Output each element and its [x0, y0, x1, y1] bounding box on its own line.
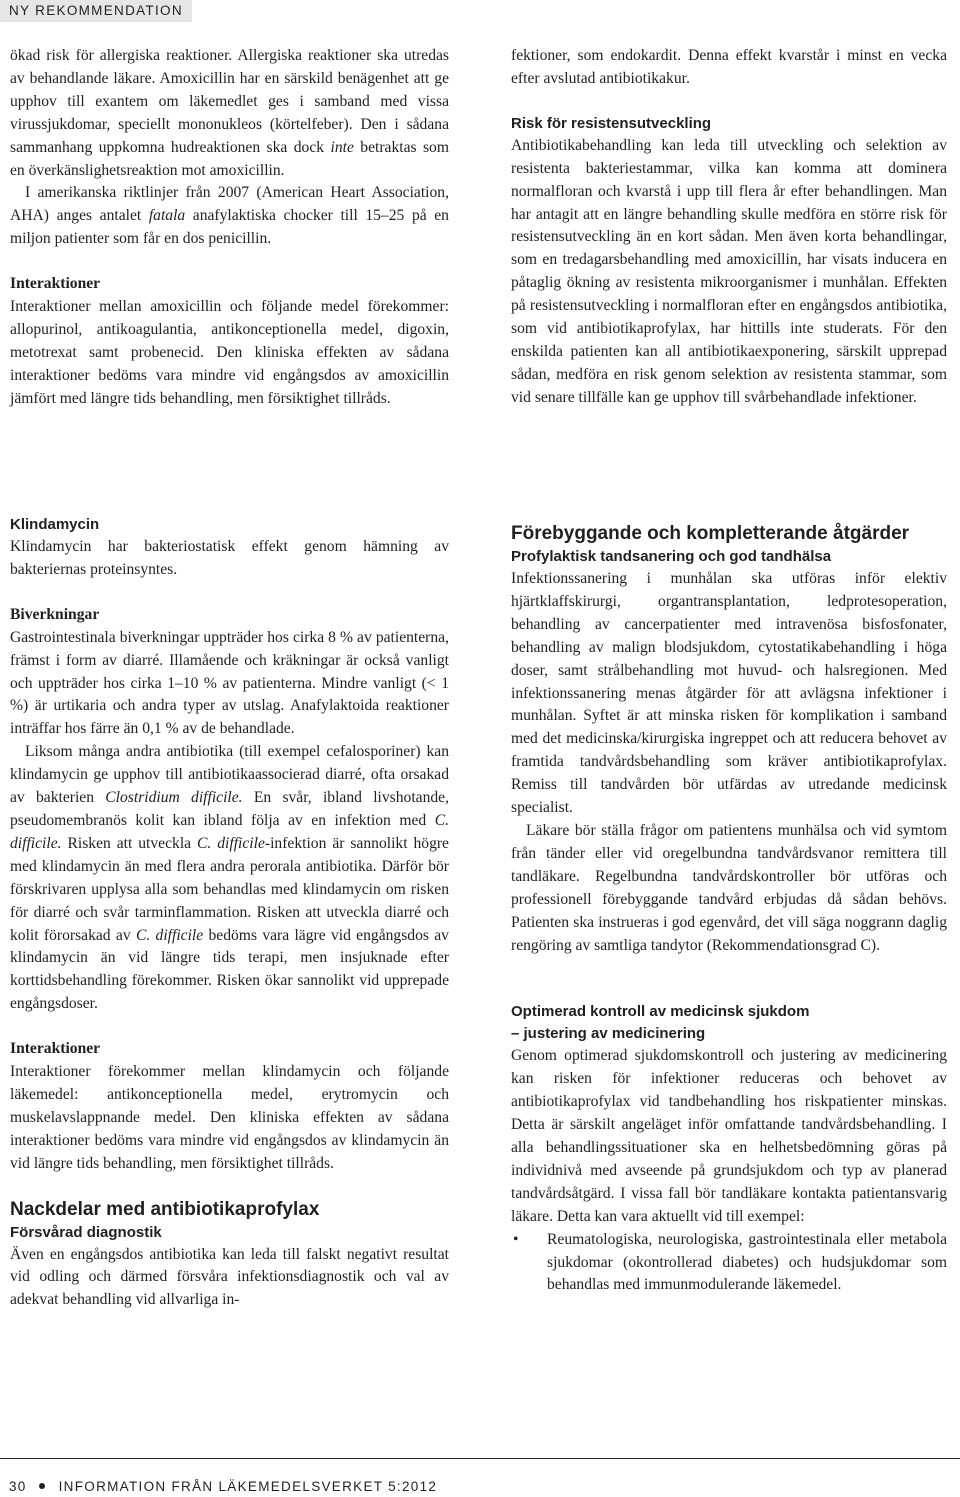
header-bar: [0, 0, 192, 22]
paragraph: I amerikanska riktlinjer från 2007 (American Heart Association, AHA) anges antalet fatala anafylaktiska chocker till 15–25 på en miljon patienter som får en dos penicillin.: [10, 184, 449, 248]
section-label: NY REKOMMENDATION: [9, 3, 183, 18]
column-right-bottom: [511, 522, 947, 1297]
paragraph: Även en engångsdos antibiotika kan leda till falskt negativt resultat vid odling och därmed försvåra infektionsdiagnostik och val av adekvat behandling vid allvarliga in-: [10, 1245, 449, 1309]
paragraph: Interaktioner förekommer mellan klindamycin och följande läkemedel: antikonceptionella medel, erytromycin och muskelavslappnande medel. Den kliniska effekten av sådana interaktioner bedöms vara mindre vid engångsdos av klindamycin än vid längre tids behandling, men försiktighet tillråds.: [10, 1063, 449, 1172]
column-left-top: [10, 45, 449, 411]
bullet-icon: •: [513, 1230, 519, 1248]
paragraph: Antibiotikabehandling kan leda till utveckling och selektion av resistenta bakteriestammar, vilka kan komma att dominera normalfloran och kvarstå i upp till flera år efter behandlingen. Man har antagit att en längre behandling skulle medföra en större risk för resistensutveckling än en kort sådan. Men även korta behandlingar, som en tredagarsbehandling med amoxicillin, har visats inducera en påtaglig ökning av resistenta mikroorganismer i munhålan. Effekten på resistensutveckling i normalfloran efter en engångsdos antibiotika, som vid antibiotikaprofylax, har hittills inte studerats. För den enskilda patienten kan all antibiotikaexponering, särskilt upprepad sådan, medföra en risk genom selektion av resistenta stammar, som vid senare tillfälle kan ge upphov till svårbehandlade infektioner.: [511, 136, 947, 406]
section-heading: Interaktioner: [10, 275, 101, 293]
paragraph: ökad risk för allergiska reaktioner. Allergiska reaktioner ska utredas av behandlande läkare. Amoxicillin har en särskild benägenhet att ge upphov till exantem om läkemedlet ges i samband med vissa virussjukdomar, speciellt mononukleos (körtelfeber). Den i sådana sammanhang uppkomna hudreaktionen ska dock inte betraktas som en överkänslighetsreaktion mot amoxicillin.: [10, 47, 449, 179]
paragraph: Interaktioner mellan amoxicillin och följande medel förekommer: allopurinol, antikoagulantia, antikonceptionella medel, digoxin, metotrexat samt probenecid. Den kliniska effekten av sådana interaktioner bedöms vara mindre vid engångsdos av amoxicillin jämfört med längre tids behandling, men försiktighet tillråds.: [10, 298, 449, 407]
column-left-bottom: [10, 514, 449, 1312]
section-heading: Profylaktisk tandsanering och god tandhälsa: [511, 548, 832, 565]
paragraph: Infektionssanering i munhålan ska utföras inför elektiv hjärtklaffskirurgi, organtransplantation, ledprotesoperation, behandling av cancerpatienter med intravenösa bisfosfonater, behandling av malign blodsjukdom, cytostatikabehandling i höga doser, samt strålbehandling mot huvud- och halsregionen. Med infektionssanering menas åtgärder för att avlägsna infektioner i munhålan. Syftet är att minska risken för komplikation i samband med det medicinska/kirurgiska ingreppet och att reducera behovet av framtida tandvårdsbehandling som kräver antibiotikaprofylax. Remiss till tandvården bör utfärdas av utredande medicinsk specialist.: [511, 570, 947, 817]
column-right-top: [511, 45, 947, 410]
paragraph: Genom optimerad sjukdomskontroll och justering av medicinering kan risken för infektioner reduceras och behovet av antibiotikaprofylax vid tandbehandling hos riskpatienter minskas. Detta är särskilt angeläget inför omfattande tandvårdsbehandling. I alla behandlingssituationer ska en helhetsbedömning göras på individnivå med avseende på grundsjukdom och typ av planerad tandvårdsåtgärd. I vissa fall bör tandläkare kontakta patientansvarig läkare. Detta kan vara aktuellt vid till exempel:: [511, 1047, 947, 1225]
page-footer: [9, 1479, 437, 1494]
footer-divider: [0, 1458, 960, 1459]
paragraph: Läkare bör ställa frågor om patientens munhälsa och vid symtom från tänder eller vid oregelbundna tandvårdsvanor remittera till tandläkare. Regelbundna tandvårdskontroller bör utföras och professionell förebyggande tandvård erbjudas då sådan behövs. Patienten ska instrueras i god egenvård, det vill säga noggrann daglig rengöring av samtliga tandytor (Rekommendationsgrad C).: [511, 821, 947, 954]
paragraph: Klindamycin har bakteriostatisk effekt genom hämning av bakteriernas proteinsyntes.: [10, 538, 449, 578]
section-heading: Försvårad diagnostik: [10, 1223, 162, 1241]
section-heading: Interaktioner: [10, 1040, 101, 1058]
section-heading: Klindamycin: [10, 516, 100, 533]
paragraph: Gastrointestinala biverkningar uppträder hos cirka 8 % av patienterna, främst i form av diarré. Illamående och kräkningar är också vanligt och uppträder hos cirka 1–10 % av patienterna. Mindre vanligt (< 1 %) är urtikaria och andra typer av utslag. Anafylaktoida reaktioner inträffar hos färre än 0,1 % av de behandlade.: [10, 628, 449, 738]
page-number: 30: [9, 1479, 27, 1494]
paragraph: fektioner, som endokardit. Denna effekt kvarstår i minst en vecka efter avslutad antibiotikakur.: [511, 47, 947, 87]
section-heading: Optimerad kontroll av medicinsk sjukdom: [511, 1003, 810, 1021]
section-title: Förebyggande och kompletterande åtgärder: [511, 523, 910, 544]
paragraph: Liksom många andra antibiotika (till exempel cefalosporiner) kan klindamycin ge upphov till antibiotikaassocierad diarré, ofta orsakad av bakterien Clostridium difficile. En svår, ibland livshotande, pseudomembranös kolit kan ibland följa av en infektion med C. difficile. Risken att utveckla C. difficile-infektion är sannolikt högre med klindamycin än med flera andra perorala antibiotika. Därför bör förskrivaren upplysa alla som behandlas med klindamycin om risken för diarré och svår tarminflammation. Risken att utveckla diarré och kolit förorsakad av C. difficile bedöms vara lägre vid engångsdos av klindamycin än vid längre tids terapi, men insjuknade efter korttidsbehandling förekommer. Risken ökar sannolikt vid upprepade engångsdoser.: [10, 743, 450, 1013]
section-heading: – justering av medicinering: [511, 1025, 706, 1043]
list-item: • Reumatologiska, neurologiska, gastrointestinala eller metabola sjukdomar (okontrollerad diabetes) och hudsjukdomar som behandlas med immunmodulerande läkemedel.: [511, 1229, 947, 1298]
section-heading: Risk för resistensutveckling: [511, 114, 712, 132]
section-heading: Biverkningar: [10, 605, 100, 623]
section-title: Nackdelar med antibiotikaprofylax: [10, 1198, 320, 1220]
bullet-separator-icon: [39, 1483, 45, 1489]
publication-title: INFORMATION FRÅN LÄKEMEDELSVERKET 5:2012: [58, 1479, 438, 1494]
